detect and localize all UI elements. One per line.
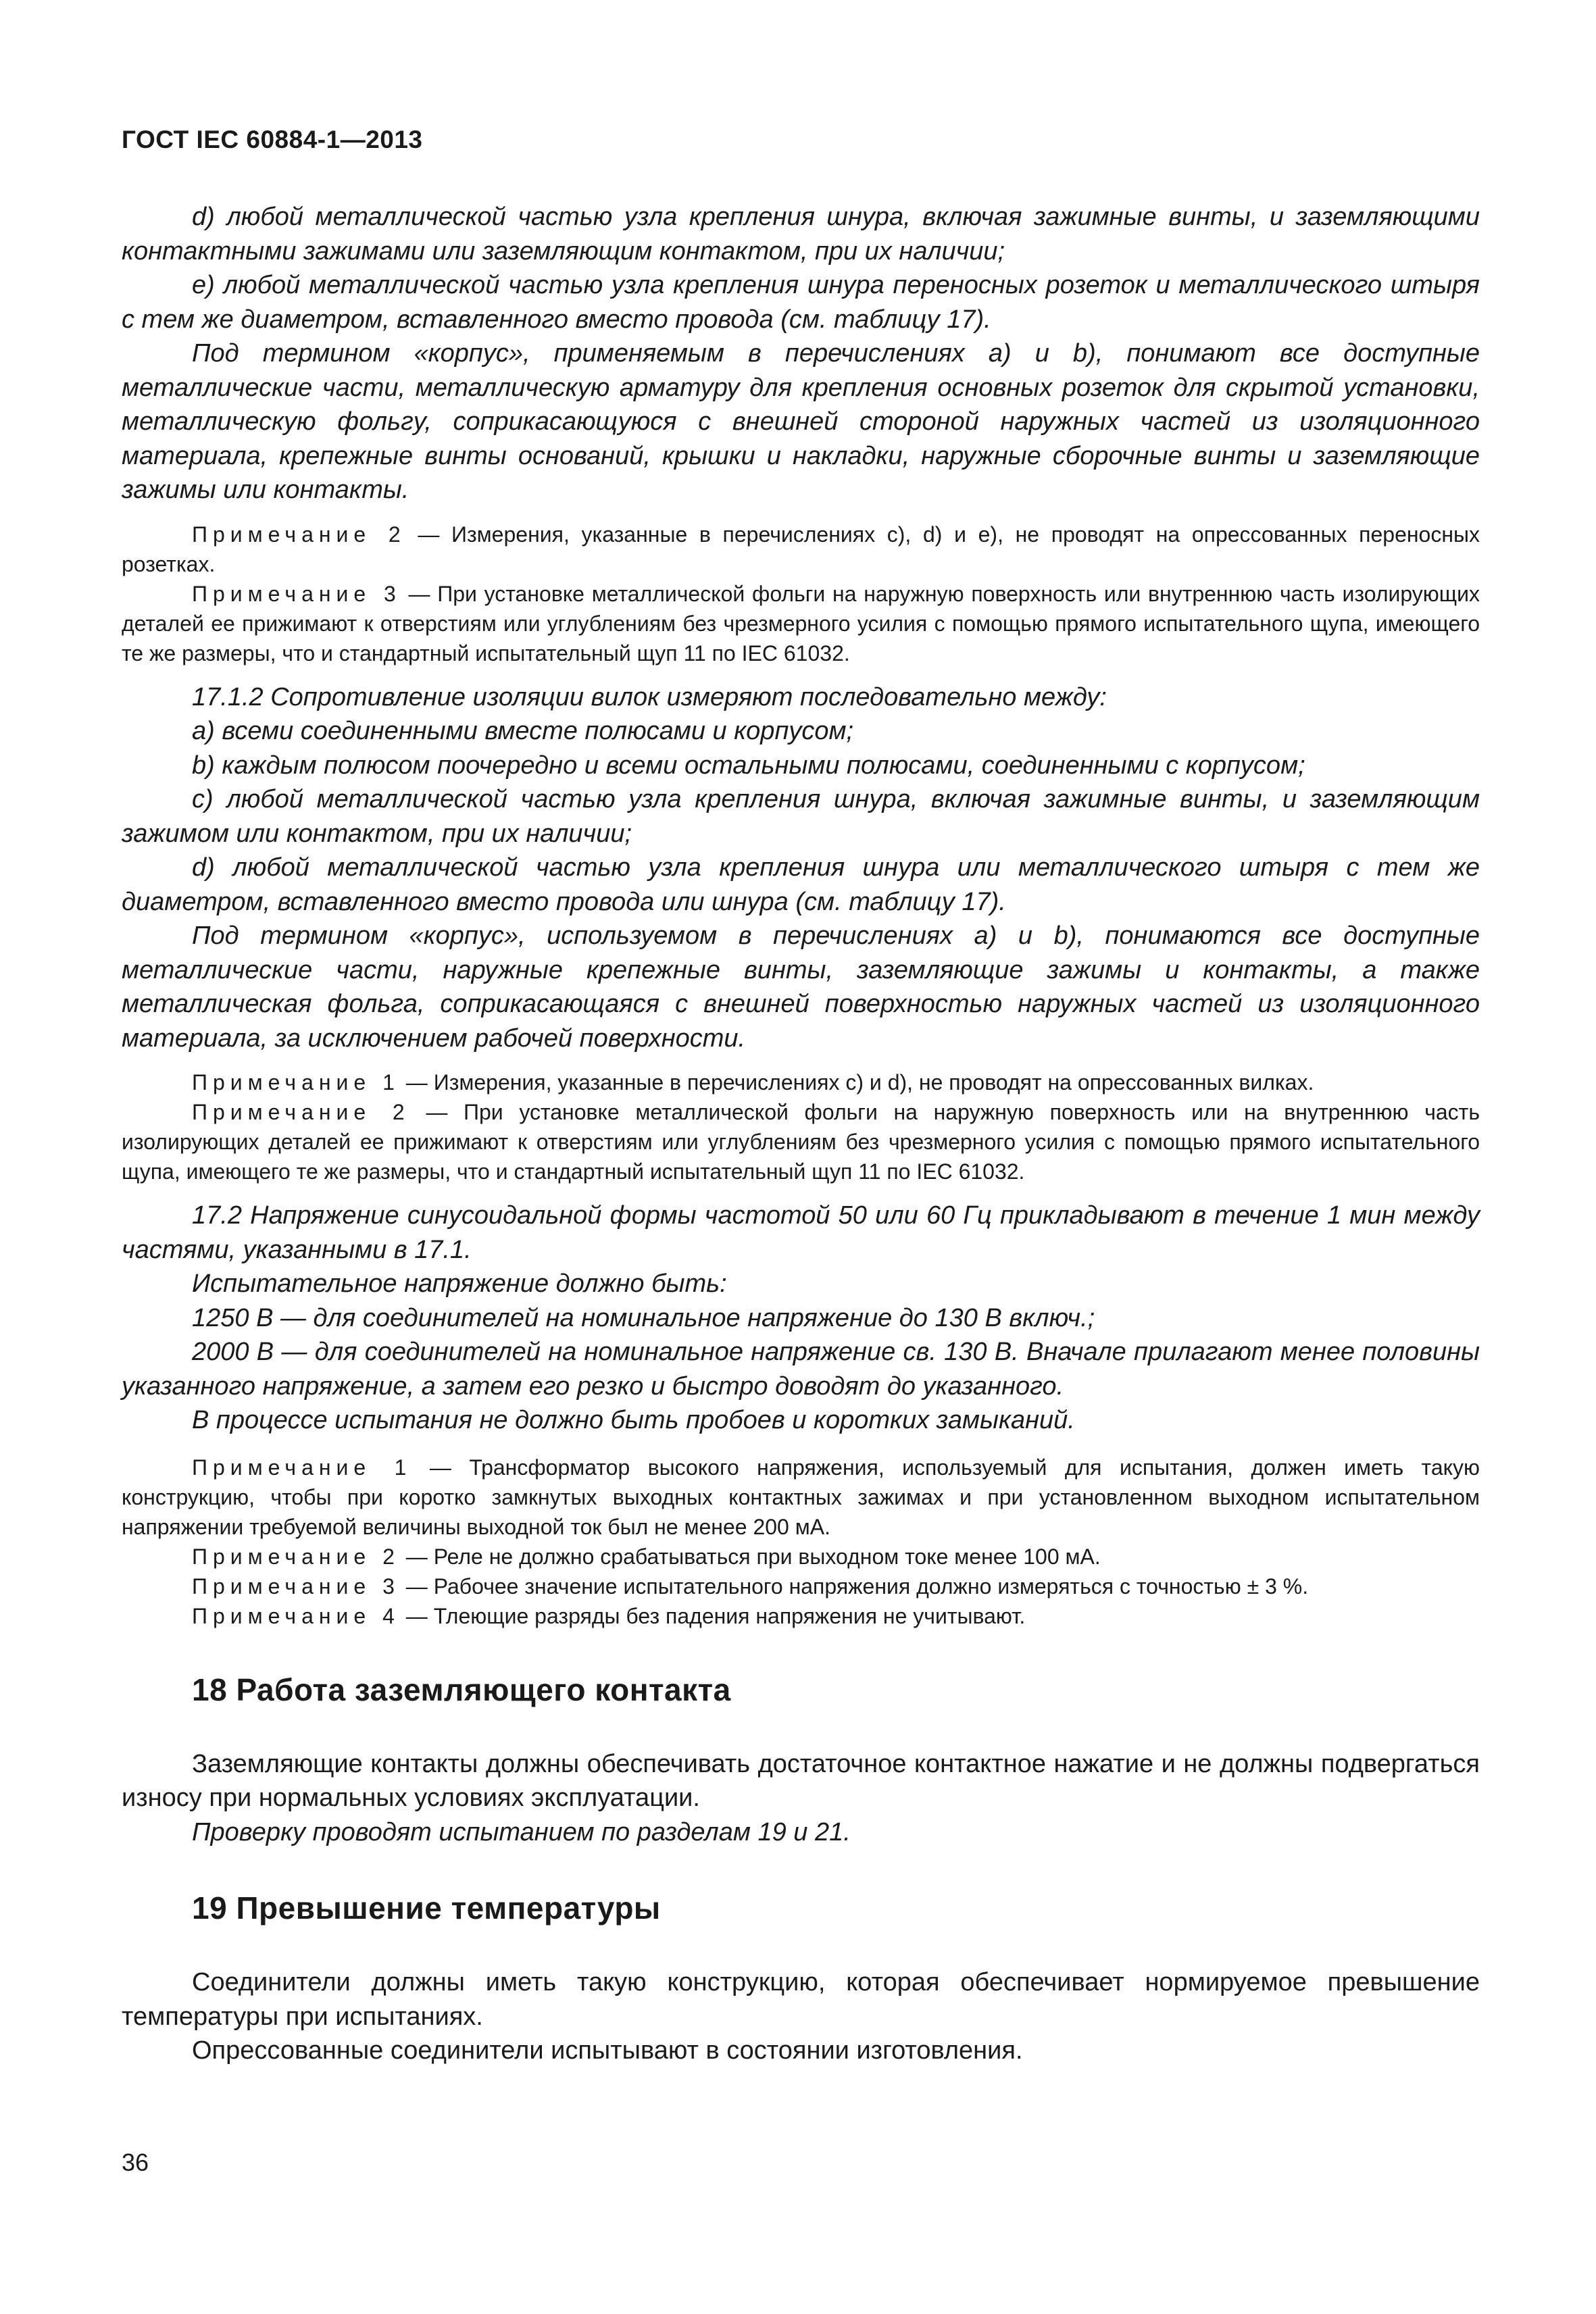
note-label: Примечание 2	[192, 1100, 410, 1124]
section-18-paragraph: Заземляющие контакты должны обеспечивать достаточное контактное нажатие и не должны подвергаться износу при нормальных условиях эксплуатации.	[122, 1749, 1480, 1812]
note-label: Примечание 2	[192, 522, 406, 547]
body-paragraph: Испытательное напряжение должно быть:	[192, 1269, 727, 1298]
list-item-e: e) любой металлической частью узла крепления шнура переносных розеток и металлического штыря с тем же диаметром, вставленного вместо провода (см. таблицу 17).	[122, 271, 1480, 334]
section-19-paragraph: Опрессованные соединители испытывают в состоянии изготовления.	[192, 2036, 1023, 2065]
document-body	[122, 200, 1480, 2068]
note-paragraph	[122, 1453, 1480, 1542]
list-item-c: c) любой металлической частью узла крепления шнура, включая зажимные винты, и заземляющим зажимом или контактом, при их наличии;	[122, 785, 1480, 848]
note-label: Примечание 1	[192, 1455, 412, 1480]
clause-17-1-2: 17.1.2 Сопротивление изоляции вилок измеряют последовательно между:	[192, 682, 1107, 711]
document-code-header: ГОСТ IEC 60884-1—2013	[122, 126, 423, 153]
note-paragraph	[122, 579, 1480, 668]
note-text: — Измерения, указанные в перечислениях c), d) и e), не проводят на опрессованных переносных розетках.	[122, 522, 1480, 576]
note-label: Примечание 1	[192, 1070, 400, 1095]
section-18-check-paragraph: Проверку проводят испытанием по разделам 19 и 21.	[192, 1817, 851, 1846]
list-item-d: d) любой металлической частью узла крепления шнура или металлического штыря с тем же диаметром, вставленного вместо провода или шнура (см. таблицу 17).	[122, 853, 1480, 916]
note-text: — Трансформатор высокого напряжения, используемый для испытания, должен иметь такую конструкцию, чтобы при коротко замкнутых выходных контактных зажимах и при установленном выходном испытательном напряжении требуемой величины выходной ток был не менее 200 мА.	[122, 1455, 1480, 1539]
note-text: — Тлеющие разряды без падения напряжения не учитывают.	[399, 1603, 1026, 1628]
note-paragraph	[122, 1067, 1480, 1097]
note-text: — Измерения, указанные в перечислениях c) и d), не проводят на опрессованных вилках.	[399, 1070, 1314, 1095]
note-label: Примечание 3	[192, 1574, 400, 1599]
body-paragraph-case-definition: Под термином «корпус», применяемым в перечислениях a) и b), понимают все доступные металлические части, металлическую арматуру для крепления основных розеток для скрытой установки, металлическую фольгу, соприкасающуюся с внешней стороной наружных частей из изоляционного материала, крепежные винты оснований, крышки и накладки, наружные сборочные винты и заземляющие зажимы или контакты.	[122, 339, 1480, 504]
note-paragraph	[122, 1571, 1480, 1601]
list-item-b: b) каждым полюсом поочередно и всеми остальными полюсами, соединенными с корпусом;	[192, 751, 1305, 780]
clause-17-2: 17.2 Напряжение синусоидальной формы частотой 50 или 60 Гц прикладывают в течение 1 мин между частями, указанными в 17.1.	[122, 1201, 1480, 1264]
note-text: — При установке металлической фольги на наружную поверхность или внутреннюю часть изолирующих деталей ее прижимают к отверстиям или углублениям без чрезмерного усилия с помощью прямого испытательного щупа, имеющего те же размеры, что и стандартный испытательный щуп 11 по IEC 61032.	[122, 581, 1480, 665]
note-text: — При установке металлической фольги на наружную поверхность или на внутреннюю часть изолирующих деталей ее прижимают к отверстиям или углублениям без чрезмерного усилия с помощью прямого испытательного щупа, имеющего те же размеры, что и стандартный испытательный щуп 11 по IEC 61032.	[122, 1100, 1480, 1184]
note-text: — Рабочее значение испытательного напряжения должно измеряться с точностью ± 3 %.	[399, 1574, 1309, 1599]
note-paragraph	[122, 1601, 1480, 1631]
note-paragraph	[122, 1097, 1480, 1186]
section-heading-19: 19 Превышение температуры	[192, 1890, 661, 1926]
note-label: Примечание 3	[192, 581, 401, 606]
note-paragraph	[122, 1542, 1480, 1571]
list-item-d: d) любой металлической частью узла крепления шнура, включая зажимные винты, и заземляющими контактными зажимами или заземляющим контактом, при их наличии;	[122, 203, 1480, 266]
section-heading-18: 18 Работа заземляющего контакта	[192, 1671, 731, 1707]
body-paragraph: 2000 В — для соединителей на номинальное напряжение св. 130 В. Вначале прилагают менее половины указанного напряжение, а затем его резко и быстро доводят до указанного.	[122, 1338, 1480, 1401]
body-paragraph: 1250 В — для соединителей на номинальное напряжение до 130 В включ.;	[192, 1303, 1095, 1332]
body-paragraph-case-definition: Под термином «корпус», используемом в перечислениях a) и b), понимаются все доступные металлические части, наружные крепежные винты, заземляющие зажимы и контакты, а также металлическая фольга, соприкасающаяся с внешней поверхностью наружных частей из изоляционного материала, за исключением рабочей поверхности.	[122, 922, 1480, 1053]
note-paragraph	[122, 520, 1480, 579]
note-label: Примечание 2	[192, 1544, 400, 1569]
page-number: 36	[122, 2148, 149, 2176]
note-label: Примечание 4	[192, 1603, 400, 1628]
note-text: — Реле не должно срабатываться при выходном токе менее 100 мА.	[399, 1544, 1101, 1569]
section-19-paragraph: Соединители должны иметь такую конструкцию, которая обеспечивает нормируемое превышение температуры при испытаниях.	[122, 1968, 1480, 2031]
list-item-a: a) всеми соединенными вместе полюсами и корпусом;	[192, 717, 854, 745]
body-paragraph: В процессе испытания не должно быть пробоев и коротких замыканий.	[192, 1406, 1075, 1434]
